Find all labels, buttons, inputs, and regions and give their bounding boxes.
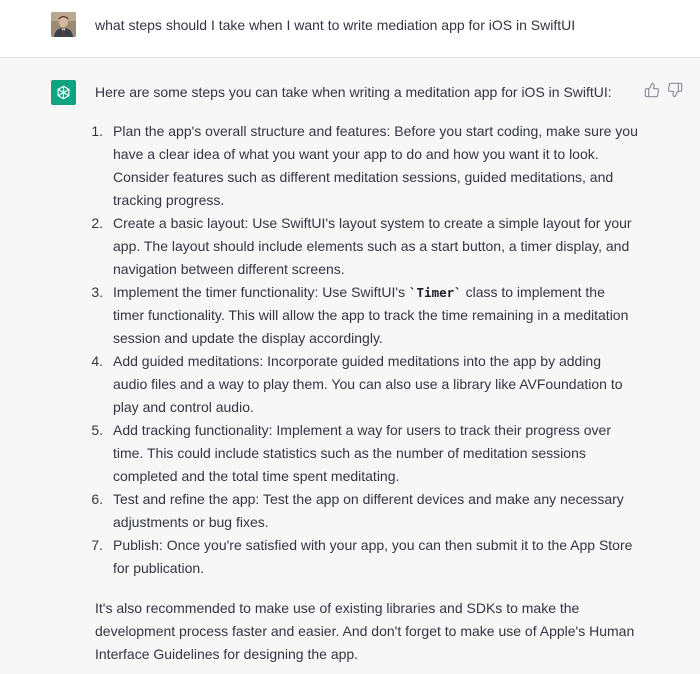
thumbs-down-icon [667,82,683,98]
list-number: 7. [91,537,103,553]
list-text: Publish: Once you're satisfied with your app, you can then submit it to the App Store for publication. [113,537,633,576]
user-avatar-photo [51,12,76,37]
assistant-intro: Here are some steps you can take when writing a meditation app for iOS in SwiftUI: [95,84,612,100]
user-message-row [0,0,700,58]
list-text-after: class to implement the timer functionality. This will allow the app to track the time remaining in a meditation session and update the display accordingly. [113,284,629,346]
list-number: 2. [91,215,103,231]
list-item [91,281,640,350]
thumbs-down-button[interactable] [667,82,683,98]
assistant-message-content [91,81,640,666]
list-text: Plan the app's overall structure and features: Before you start coding, make sure you have a clear idea of what you want your app to do and how you want it to look. Consider features such as different meditation sessions, guided meditations, and tracking progress. [113,123,638,208]
openai-logo-icon [55,84,72,101]
list-item [91,350,640,419]
list-text: Test and refine the app: Test the app on different devices and make any necessary adjustments or bug fixes. [113,491,624,530]
steps-list [91,120,640,580]
list-number: 4. [91,353,103,369]
list-number: 6. [91,491,103,507]
list-text: Add tracking functionality: Implement a way for users to track their progress over time. This could include statistics such as the number of meditation sessions completed and the total time spent meditating. [113,422,611,484]
list-item [91,488,640,534]
list-item [91,534,640,580]
user-avatar [51,12,76,37]
user-message-text: what steps should I take when I want to write mediation app for iOS in SwiftUI [95,17,576,33]
list-text-before: Implement the timer functionality: Use SwiftUI's [113,284,409,300]
list-number: 5. [91,422,103,438]
assistant-closing: It's also recommended to make use of existing libraries and SDKs to make the development process faster and easier. And don't forget to make use of Apple's Human Interface Guidelines for designing the app. [95,600,635,662]
list-item [91,120,640,212]
list-item [91,212,640,281]
assistant-message-row [0,58,700,674]
list-text: Add guided meditations: Incorporate guided meditations into the app by adding audio files and a way to play them. You can also use a library like AVFoundation to play and control audio. [113,353,623,415]
list-item [91,419,640,488]
inline-code: `Timer` [409,285,462,300]
thumbs-up-icon [644,82,660,98]
assistant-avatar [51,80,76,105]
list-text [113,281,638,350]
thumbs-up-button[interactable] [644,82,660,98]
list-text: Create a basic layout: Use SwiftUI's layout system to create a simple layout for your app. The layout should include elements such as a start button, a timer display, and navigation between different screens. [113,215,632,277]
list-number: 3. [91,284,103,300]
list-number: 1. [91,123,103,139]
